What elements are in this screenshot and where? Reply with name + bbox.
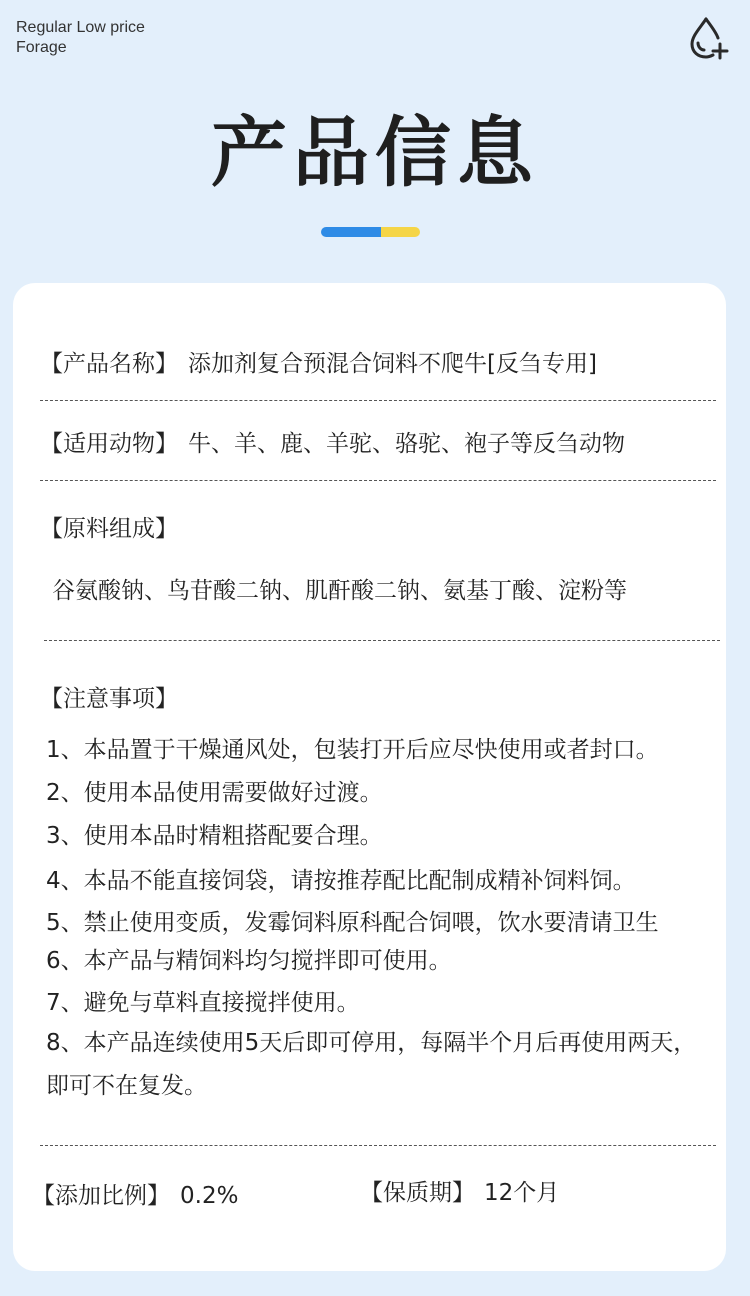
note-item: 3、使用本品时精粗搭配要合理。	[46, 823, 383, 849]
product-name-value: 添加剂复合预混合饲料不爬牛[反刍专用]	[188, 351, 597, 377]
note-item: 4、本品不能直接饲袋，请按推荐配比配制成精补饲料饲。	[46, 868, 636, 894]
ingredients-value: 谷氨酸钠、鸟苷酸二钠、肌酐酸二钠、氨基丁酸、淀粉等	[52, 578, 627, 604]
ingredients-label: 【原料组成】	[40, 516, 178, 542]
note-item: 5、禁止使用变质，发霉饲料原科配合饲喂，饮水要清请卫生	[46, 910, 659, 936]
divider	[40, 1145, 716, 1146]
tagline-line-1: Regular Low price	[16, 19, 145, 36]
notes-label: 【注意事项】	[40, 686, 178, 712]
note-item: 1、本品置于干燥通风处，包装打开后应尽快使用或者封口。	[46, 737, 659, 763]
note-item: 8、本产品连续使用5天后即可停用，每隔半个月后再使用两天，	[46, 1030, 697, 1056]
tagline	[16, 18, 145, 58]
shelf-life-label: 【保质期】	[360, 1180, 475, 1206]
shelf-life-value: 12个月	[484, 1180, 560, 1206]
accent-blue	[321, 227, 383, 237]
note-item: 2、使用本品使用需要做好过渡。	[46, 780, 383, 806]
title-accent-bar	[321, 227, 420, 237]
water-drop-plus-icon	[686, 16, 730, 60]
divider	[40, 400, 716, 401]
note-item: 即可不在复发。	[46, 1073, 207, 1099]
addition-ratio-value: 0.2%	[180, 1183, 239, 1209]
animals-label: 【适用动物】	[40, 431, 178, 457]
product-name-label: 【产品名称】	[40, 351, 178, 377]
divider	[40, 480, 716, 481]
note-item: 6、本产品与精饲料均匀搅拌即可使用。	[46, 948, 452, 974]
animals-value: 牛、羊、鹿、羊驼、骆驼、袍子等反刍动物	[188, 431, 625, 457]
page-title: 产品信息	[211, 108, 539, 197]
addition-ratio-label: 【添加比例】	[32, 1183, 170, 1209]
divider	[44, 640, 720, 641]
tagline-line-2: Forage	[16, 39, 67, 56]
accent-yellow	[381, 227, 420, 237]
note-item: 7、避免与草料直接搅拌使用。	[46, 990, 360, 1016]
